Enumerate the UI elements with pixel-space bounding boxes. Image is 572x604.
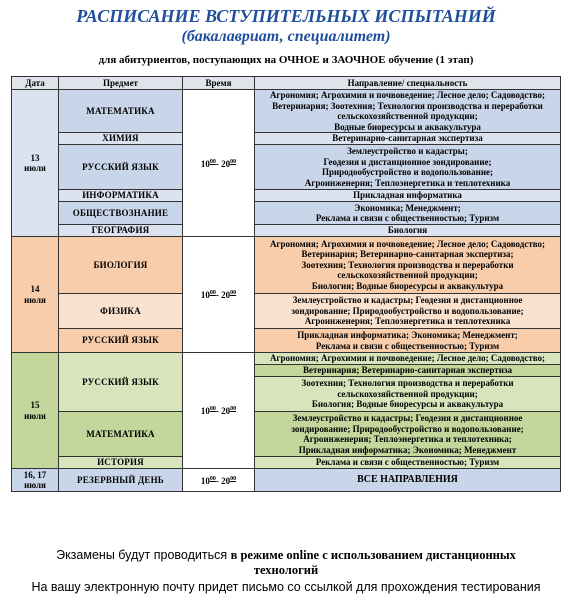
date-cell-13 bbox=[12, 90, 59, 237]
date-day: 13 bbox=[30, 152, 40, 163]
table-row bbox=[12, 225, 561, 237]
direction-cell: Экономика; Менеджмент; Реклама и связи с общественностью; Туризм bbox=[255, 202, 561, 225]
subject-cell: ОБЩЕСТВОЗНАНИЕ bbox=[59, 202, 183, 225]
direction-cell: Прикладная информатика; Экономика; Менеджмент; Реклама и связи с общественностью; Туризм bbox=[255, 329, 561, 353]
table-row bbox=[12, 202, 561, 225]
subject-cell: ИСТОРИЯ bbox=[59, 457, 183, 469]
direction-cell: Реклама и связи с общественностью; Туризм bbox=[255, 457, 561, 469]
direction-cell: Зоотехния; Технология производства и переработки сельскохозяйственной продукции; Биология; Водные биоресурсы и аквакультура bbox=[255, 377, 561, 412]
header-time: Время bbox=[183, 77, 255, 90]
table-row bbox=[12, 90, 561, 133]
time-cell-13: $10^{00}-$ $20^{00}$ bbox=[183, 90, 255, 237]
subject-cell: ИНФОРМАТИКА bbox=[59, 190, 183, 202]
direction-cell: Биология bbox=[255, 225, 561, 237]
direction-cell: Прикладная информатика bbox=[255, 190, 561, 202]
table-row bbox=[12, 457, 561, 469]
footer-bold-text: в режиме online с использованием дистанционных bbox=[230, 548, 516, 562]
date-day: 14 bbox=[30, 284, 40, 294]
table-row bbox=[12, 353, 561, 365]
subject-cell: ХИМИЯ bbox=[59, 133, 183, 145]
footer-text: Экзамены будут проводиться bbox=[56, 548, 231, 562]
date-day: 15 bbox=[30, 400, 40, 410]
time-cell-15: $10^{00}-$ $20^{00}$ bbox=[183, 353, 255, 469]
table-row bbox=[12, 329, 561, 353]
header-direction: Направление/ специальность bbox=[255, 77, 561, 90]
table-header-row bbox=[12, 77, 561, 90]
subject-cell: РУССКИЙ ЯЗЫК bbox=[59, 145, 183, 190]
direction-cell: Агрономия; Агрохимия и почвоведение; Лесное дело; Садоводство; bbox=[255, 353, 561, 365]
subject-cell: МАТЕМАТИКА bbox=[59, 412, 183, 457]
table-row bbox=[12, 294, 561, 329]
date-month: июля bbox=[24, 163, 46, 173]
direction-cell: ВСЕ НАПРАВЛЕНИЯ bbox=[255, 469, 561, 492]
subject-cell: РУССКИЙ ЯЗЫК bbox=[59, 353, 183, 412]
subject-cell: РУССКИЙ ЯЗЫК bbox=[59, 329, 183, 353]
table-row bbox=[12, 145, 561, 190]
table-row bbox=[12, 237, 561, 294]
table-row bbox=[12, 133, 561, 145]
subject-cell: БИОЛОГИЯ bbox=[59, 237, 183, 294]
subject-cell: ФИЗИКА bbox=[59, 294, 183, 329]
direction-cell: Ветеринарно-санитарная экспертиза bbox=[255, 133, 561, 145]
footer-notice bbox=[0, 548, 572, 578]
subject-cell: ГЕОГРАФИЯ bbox=[59, 225, 183, 237]
subject-cell: МАТЕМАТИКА bbox=[59, 90, 183, 133]
date-month: июля bbox=[24, 410, 46, 421]
time-cell-reserve: $10^{00}-$ $20^{00}$ bbox=[183, 469, 255, 492]
direction-cell: Агрономия; Агрохимия и почвоведение; Лесное дело; Садоводство; Ветеринария; Ветеринарно-санитарная экспертиза; Зоотехния; Технология производства и переработки сельскохозяйственной продукции; Биология; Водные биоресурсы и аквакультура bbox=[255, 237, 561, 294]
table-row bbox=[12, 412, 561, 457]
direction-cell: Ветеринария; Ветеринарно-санитарная экспертиза bbox=[255, 365, 561, 377]
table-row bbox=[12, 190, 561, 202]
date-cell-reserve bbox=[12, 469, 59, 492]
direction-cell: Землеустройство и кадастры; Геодезия и дистанционное зондирование; Природообустройство и водопользование; Агроинженерия; Теплоэнергетика и теплотехника bbox=[255, 294, 561, 329]
date-day: 16, 17 bbox=[23, 469, 47, 480]
header-date: Дата bbox=[12, 77, 59, 90]
date-month: июля bbox=[24, 480, 46, 490]
header-subject: Предмет bbox=[59, 77, 183, 90]
table-row bbox=[12, 469, 561, 492]
schedule-table bbox=[11, 76, 561, 492]
date-cell-15 bbox=[12, 353, 59, 469]
time-cell-14: $10^{00}-$ $20^{00}$ bbox=[183, 237, 255, 353]
direction-cell: Землеустройство и кадастры; Геодезия и дистанционное зондирование; Природообустройство и водопользование; Агроинженерия; Теплоэнергетика и теплотехника bbox=[255, 145, 561, 190]
date-month: июля bbox=[24, 294, 46, 305]
date-cell-14 bbox=[12, 237, 59, 353]
direction-cell: Землеустройство и кадастры; Геодезия и дистанционное зондирование; Природообустройство и водопользование; Агроинженерия; Теплоэнергетика и теплотехника; Прикладная информатика; Экономика; Менеджмент bbox=[255, 412, 561, 457]
footer-email-notice: На вашу электронную почту придет письмо со ссылкой для прохождения тестирования bbox=[31, 580, 541, 594]
direction-cell: Агрономия; Агрохимия и почвоведение; Лесное дело; Садоводство; Ветеринария; Зоотехния; Технология производства и переработки сельскохозяйственной продукции; Водные биоресурсы и аквакультура bbox=[255, 90, 561, 133]
page-subtitle: (бакалавриат, специалитет) bbox=[181, 28, 391, 45]
footer-bold-text-2: технологий bbox=[253, 563, 319, 577]
page-note: для абитуриентов, поступающих на ОЧНОЕ и ЗАОЧНОЕ обучение (1 этап) bbox=[98, 54, 474, 66]
subject-cell: РЕЗЕРВНЫЙ ДЕНЬ bbox=[59, 469, 183, 492]
page-title: РАСПИСАНИЕ ВСТУПИТЕЛЬНЫХ ИСПЫТАНИЙ bbox=[76, 6, 496, 26]
